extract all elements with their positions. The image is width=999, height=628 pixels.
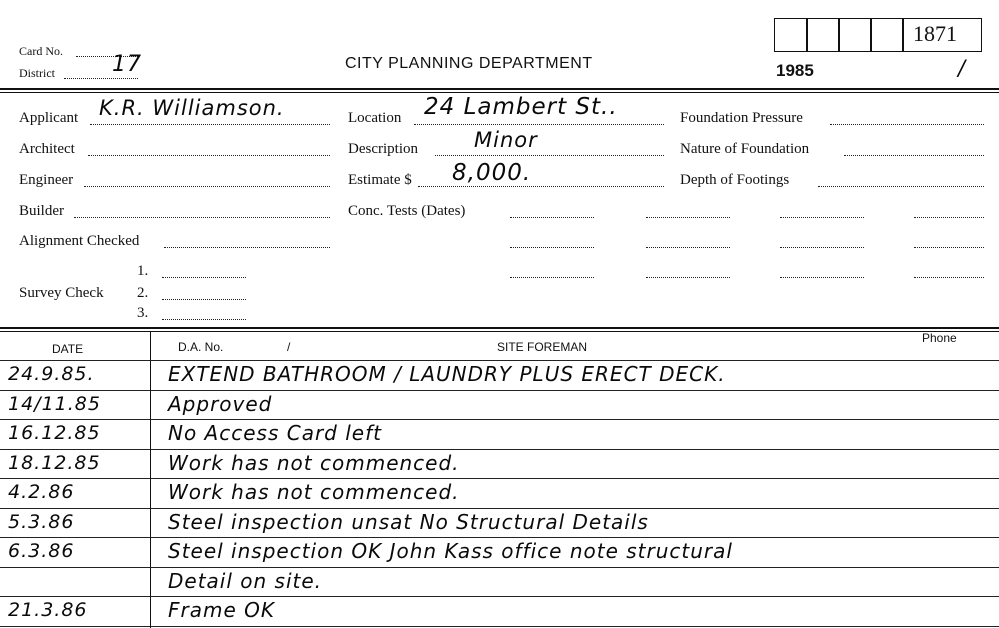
card-year: 1985	[776, 61, 814, 80]
conc-tests-label: Conc. Tests (Dates)	[348, 203, 466, 219]
table-row-date: 18.12.85	[8, 452, 101, 474]
survey-line-3	[162, 319, 246, 320]
card-number: 1871	[913, 21, 957, 46]
table-row-entry: Steel inspection OK John Kass office note structural	[168, 539, 733, 563]
card-year-suffix: /	[958, 56, 967, 80]
table-row-line	[0, 567, 999, 568]
engineer-line	[84, 186, 330, 187]
architect-label: Architect	[19, 141, 75, 157]
table-row-entry: No Access Card left	[168, 421, 382, 445]
survey-check-label: Survey Check	[19, 285, 104, 301]
card-box-1	[774, 18, 808, 52]
card-box-4	[870, 18, 904, 52]
depth-footings-label: Depth of Footings	[680, 172, 790, 188]
foundation-pressure-line	[830, 124, 984, 125]
alignment-label: Alignment Checked	[19, 233, 140, 249]
depth-footings-line	[818, 186, 984, 187]
estimate-value: 8,000.	[452, 160, 532, 186]
estimate-label: Estimate $	[348, 172, 412, 188]
nature-foundation-label: Nature of Foundation	[680, 141, 810, 157]
table-row-line	[0, 596, 999, 597]
alignment-line	[164, 247, 330, 248]
table-row-line	[0, 449, 999, 450]
table-row-entry: Steel inspection unsat No Structural Details	[168, 510, 649, 534]
conc-test-line-3c	[780, 277, 864, 278]
table-row-date: 16.12.85	[8, 422, 101, 444]
table-row-date: 5.3.86	[8, 511, 75, 533]
conc-test-line-3b	[646, 277, 730, 278]
table-row-entry: EXTEND BATHROOM / LAUNDRY PLUS ERECT DECK.	[168, 362, 726, 386]
table-row-date: 4.2.86	[8, 481, 75, 503]
conc-test-line-3a	[510, 277, 594, 278]
phone-header: Phone	[922, 331, 957, 345]
conc-test-line-3d	[914, 277, 984, 278]
district-label: District	[19, 66, 55, 80]
conc-test-line-1a	[510, 217, 594, 218]
builder-line	[74, 217, 330, 218]
table-row-line	[0, 390, 999, 391]
table-row-date: 24.9.85.	[8, 363, 95, 385]
conc-test-line-2b	[646, 247, 730, 248]
description-value: Minor	[474, 128, 538, 152]
table-row-entry: Approved	[168, 392, 273, 416]
date-column-divider	[150, 332, 151, 628]
conc-test-line-2c	[780, 247, 864, 248]
header-rule-2	[0, 92, 999, 93]
table-row-entry: Frame OK	[168, 598, 275, 622]
location-label: Location	[348, 110, 402, 126]
conc-test-line-1d	[914, 217, 984, 218]
survey-num-2: 2.	[137, 285, 149, 301]
table-row-date: 14/11.85	[8, 393, 101, 415]
da-header: D.A. No.	[178, 340, 224, 354]
card-no-label: Card No.	[19, 44, 63, 58]
description-label: Description	[348, 141, 418, 157]
table-row-line	[0, 419, 999, 420]
table-row-line	[0, 626, 999, 627]
description-line	[435, 155, 664, 156]
estimate-line	[418, 186, 664, 187]
builder-label: Builder	[19, 203, 64, 219]
table-row-line	[0, 508, 999, 509]
site-foreman-header: SITE FOREMAN	[497, 340, 588, 354]
card-box-2	[806, 18, 840, 52]
engineer-label: Engineer	[19, 172, 74, 188]
survey-line-2	[162, 299, 246, 300]
applicant-value: K.R. Williamson.	[99, 96, 285, 120]
applicant-label: Applicant	[19, 110, 79, 126]
table-row-entry: Detail on site.	[168, 569, 323, 593]
conc-test-line-1b	[646, 217, 730, 218]
conc-test-line-1c	[780, 217, 864, 218]
table-rule-1	[0, 327, 999, 329]
district-line	[64, 78, 138, 79]
architect-line	[88, 155, 330, 156]
table-row-line	[0, 478, 999, 479]
table-row-line	[0, 537, 999, 538]
department-title: CITY PLANNING DEPARTMENT	[345, 55, 593, 72]
district-value: 17	[112, 52, 142, 77]
nature-foundation-line	[844, 155, 984, 156]
foundation-pressure-label: Foundation Pressure	[680, 110, 803, 126]
table-row-entry: Work has not commenced.	[168, 480, 460, 504]
date-header: DATE	[52, 342, 84, 356]
survey-line-1	[162, 277, 246, 278]
location-line	[414, 124, 664, 125]
table-row-date: 6.3.86	[8, 540, 75, 562]
card-number-box	[902, 18, 982, 52]
table-row-date: 21.3.86	[8, 599, 88, 621]
location-value: 24 Lambert St..	[424, 94, 618, 120]
survey-num-1: 1.	[137, 263, 149, 279]
conc-test-line-2d	[914, 247, 984, 248]
da-value: /	[287, 340, 291, 354]
conc-test-line-2a	[510, 247, 594, 248]
survey-num-3: 3.	[137, 305, 149, 321]
table-row-entry: Work has not commenced.	[168, 451, 460, 475]
table-row-line	[0, 360, 999, 361]
header-rule-1	[0, 88, 999, 90]
card-box-3	[838, 18, 872, 52]
applicant-line	[90, 124, 330, 125]
